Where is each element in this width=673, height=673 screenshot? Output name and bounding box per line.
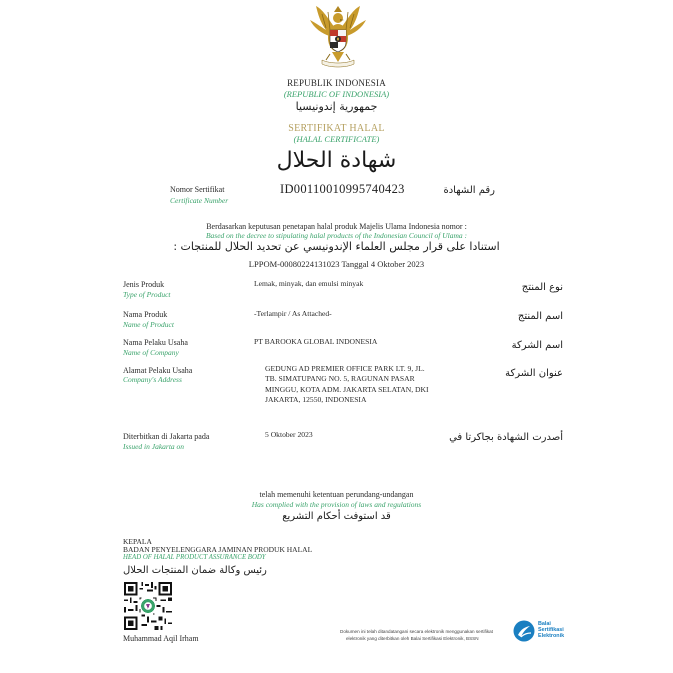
decree-text: Berdasarkan keputusan penetapan halal produk Majelis Ulama Indonesia nomor : bbox=[206, 222, 467, 231]
address-line: GEDUNG AD PREMIER OFFICE PARK LT. 9, JL. bbox=[265, 364, 425, 373]
signatory-agency: BADAN PENYELENGGARA JAMINAN PRODUK HALAL bbox=[123, 545, 313, 554]
address-line: MINGGU, KOTA ADM. JAKARTA SELATAN, DKI bbox=[265, 384, 429, 394]
company-address-label: Alamat Pelaku Usaha bbox=[123, 366, 193, 375]
bsre-logo-text bbox=[538, 621, 564, 639]
compliance-text: telah memenuhi ketentuan perundang-undangan bbox=[259, 490, 414, 499]
company-name-label-ar: اسم الشركة bbox=[511, 340, 563, 351]
garuda-emblem-icon bbox=[302, 2, 374, 70]
bsre-text-line: Balai bbox=[538, 621, 551, 627]
product-type-label-en: Type of Product bbox=[123, 290, 171, 299]
certificate-number-value: ID00110010995740423 bbox=[280, 182, 405, 196]
issued-label-en: Issued in Jakarta on bbox=[123, 442, 185, 451]
qr-code-icon bbox=[124, 582, 172, 630]
bsre-text-line: Elektronik bbox=[538, 633, 565, 639]
decree-text-ar: استنادا على قرار مجلس العلماء الإندونيسي عن تحديد الحلال للمنتجات : bbox=[173, 240, 500, 253]
product-type-label-ar: نوع المنتج bbox=[521, 282, 563, 293]
certificate-number-label-ar: رقم الشهادة bbox=[443, 185, 495, 196]
compliance-text-en: Has complied with the provision of laws and regulations bbox=[251, 500, 422, 509]
bsre-logo-icon bbox=[513, 620, 535, 642]
product-type-value: Lemak, minyak, dan emulsi minyak bbox=[254, 279, 364, 288]
company-name-label-en: Name of Company bbox=[123, 348, 179, 357]
decree-text-en: Based on the decree to stipulating halal products of the Indonesian Council of Ulama : bbox=[205, 231, 468, 240]
certificate-title-en: (HALAL CERTIFICATE) bbox=[293, 134, 380, 144]
signatory-name: Muhammad Aqil Irham bbox=[123, 634, 199, 643]
issued-label-ar: أصدرت الشهادة بجاكرتا في bbox=[449, 432, 563, 443]
address-line: TB. SIMATUPANG NO. 5, RAGUNAN PASAR bbox=[265, 374, 415, 384]
company-address-label-en: Company's Address bbox=[123, 375, 182, 384]
address-line: JAKARTA, 12550, INDONESIA bbox=[265, 395, 367, 405]
bsre-text-line: Sertifikasi bbox=[538, 627, 564, 633]
esign-note-line2: elektronik yang diterbitkan oleh Balai Sertifikasi Elektronik, BSSN bbox=[346, 636, 479, 641]
product-name-label-en: Name of Product bbox=[123, 320, 174, 329]
country-title: REPUBLIK INDONESIA bbox=[287, 78, 386, 88]
company-name-label: Nama Pelaku Usaha bbox=[123, 338, 188, 347]
compliance-text-ar: قد استوفت أحكام التشريع bbox=[282, 511, 391, 522]
country-title-en: (REPUBLIC OF INDONESIA) bbox=[283, 89, 390, 99]
company-address-value bbox=[265, 364, 429, 406]
company-name-value: PT BAROOKA GLOBAL INDONESIA bbox=[254, 337, 378, 346]
product-type-label: Jenis Produk bbox=[123, 280, 165, 289]
issued-date-value: 5 Oktober 2023 bbox=[265, 430, 313, 439]
company-address-label-ar: عنوان الشركة bbox=[505, 368, 563, 379]
issued-label: Diterbitkan di Jakarta pada bbox=[123, 432, 210, 441]
certificate-title: SERTIFIKAT HALAL bbox=[288, 123, 385, 134]
certificate-number-label: Nomor Sertifikat bbox=[170, 185, 225, 194]
certificate-title-ar: شهادة الحلال bbox=[276, 148, 397, 173]
signatory-agency-en: HEAD OF HALAL PRODUCT ASSURANCE BODY bbox=[123, 554, 266, 561]
decree-reference: LPPOM-00080224131023 Tanggal 4 Oktober 2023 bbox=[248, 259, 425, 269]
signatory-title: KEPALA bbox=[123, 537, 152, 546]
product-name-label: Nama Produk bbox=[123, 310, 168, 319]
product-name-label-ar: اسم المنتج bbox=[517, 311, 563, 322]
signatory-agency-ar: رئيس وكالة ضمان المنتجات الحلال bbox=[123, 565, 267, 576]
certificate-number-label-en: Certificate Number bbox=[170, 196, 229, 205]
product-name-value: -Terlampir / As Attached- bbox=[254, 309, 332, 318]
esign-note-line1: Dokumen ini telah ditandatangani secara elektronik menggunakan sertifikat bbox=[340, 629, 493, 634]
country-title-ar: جمهورية إندونيسيا bbox=[295, 100, 378, 113]
